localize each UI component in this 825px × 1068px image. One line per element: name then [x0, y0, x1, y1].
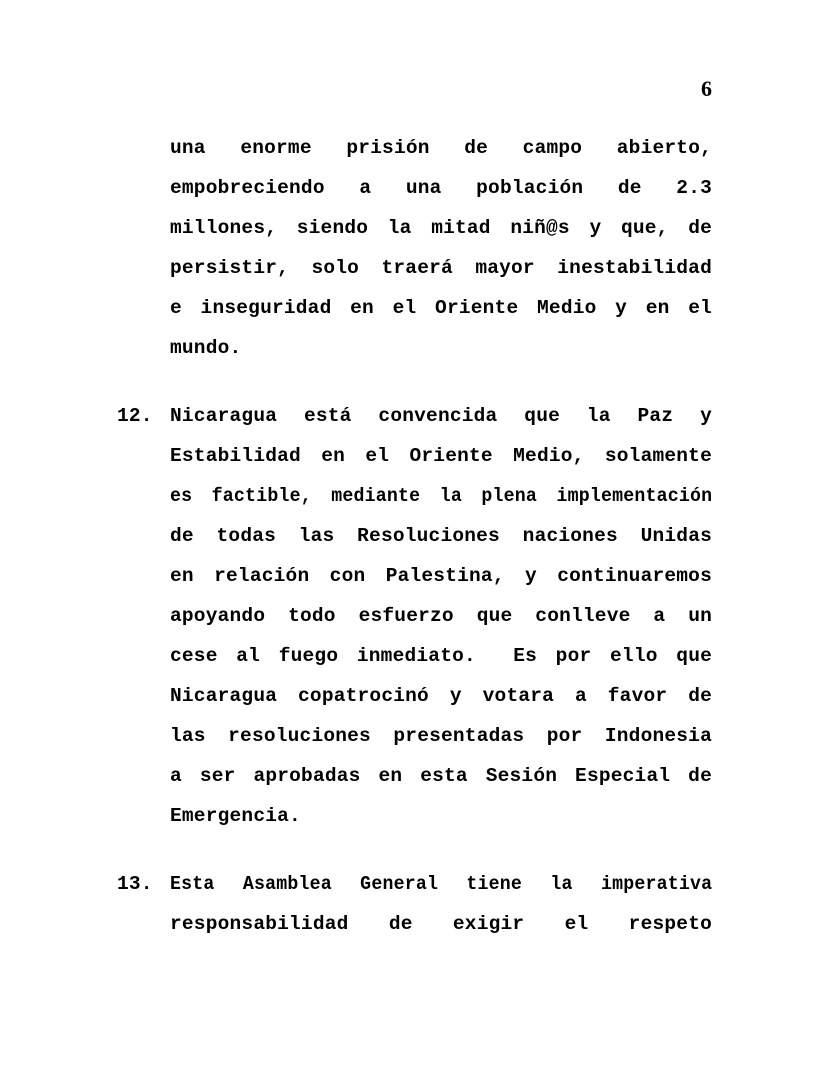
paragraph-number: 12.	[117, 405, 153, 427]
numbered-paragraph	[117, 396, 712, 836]
text-line: e inseguridad en el Oriente Medio y en el	[170, 297, 712, 319]
paragraph-number: 13.	[117, 873, 153, 895]
text-line: cese al fuego inmediato. Es por ello que	[170, 645, 712, 667]
text-line: Estabilidad en el Oriente Medio, solamente	[170, 445, 712, 467]
paragraph-text	[170, 396, 712, 836]
text-line: es factible, mediante la plena implementación	[170, 485, 713, 507]
text-line: millones, siendo la mitad niñ@s y que, de	[170, 217, 712, 239]
numbered-paragraph	[117, 864, 712, 944]
text-line: Esta Asamblea General tiene la imperativa	[170, 873, 713, 895]
text-line: Nicaragua copatrocinó y votara a favor de	[170, 685, 712, 707]
text-line: apoyando todo esfuerzo que conlleve a un	[170, 605, 712, 627]
text-line: en relación con Palestina, y continuaremos	[170, 565, 712, 587]
continuation-paragraph	[117, 128, 712, 368]
text-line: Emergencia.	[170, 805, 301, 827]
text-line: Nicaragua está convencida que la Paz y	[170, 405, 712, 427]
text-line: de todas las Resoluciones naciones Unidas	[170, 525, 712, 547]
text-line: responsabilidad de exigir el respeto	[170, 913, 712, 935]
text-line: a ser aprobadas en esta Sesión Especial de	[170, 765, 712, 787]
text-line: mundo.	[170, 337, 242, 359]
text-line: persistir, solo traerá mayor inestabilidad	[170, 257, 712, 279]
text-line: empobreciendo a una población de 2.3	[170, 177, 712, 199]
page-number: 6	[701, 76, 712, 101]
text-line: las resoluciones presentadas por Indonesia	[170, 725, 712, 747]
text-line: una enorme prisión de campo abierto,	[170, 137, 712, 159]
paragraph-text	[170, 128, 712, 368]
document-body	[117, 128, 712, 944]
paragraph-text	[170, 864, 712, 944]
